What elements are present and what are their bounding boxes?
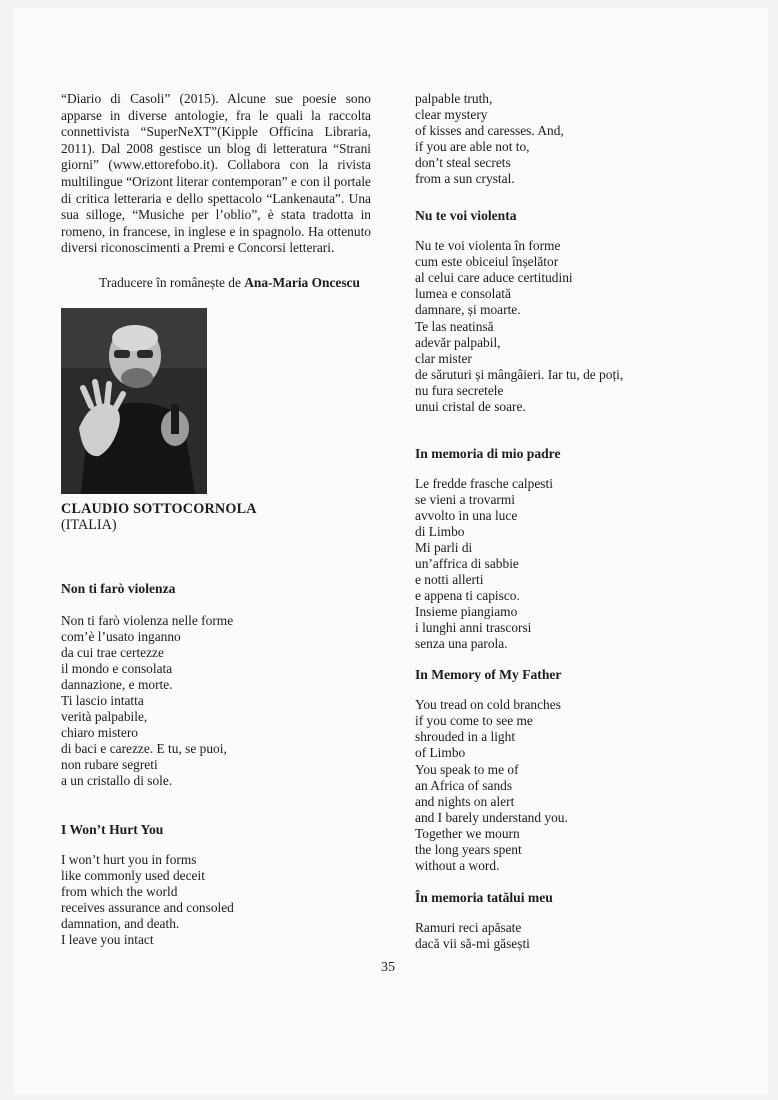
poem-line: receives assurance and consoled xyxy=(61,900,234,916)
poem-body xyxy=(61,613,371,790)
poem-line: Insieme piangiamo xyxy=(415,604,518,620)
poem-continuation xyxy=(415,91,745,187)
page-number: 35 xyxy=(381,960,395,975)
poem-line: a un cristallo di sole. xyxy=(61,773,173,788)
poem-line: damnation, and death. xyxy=(61,916,180,932)
poem-line: clear mystery xyxy=(415,107,488,123)
poem-body xyxy=(415,238,745,415)
poem-line: Le fredde frasche calpesti xyxy=(415,475,553,491)
author-photo xyxy=(61,308,207,494)
poem-line: Non ti farò violenza nelle forme xyxy=(61,612,234,628)
poem-line: if you are able not to, xyxy=(415,139,530,155)
poem-line: and I barely understand you. xyxy=(415,809,568,825)
poem-line: com’è l’usato inganno xyxy=(61,628,181,644)
poem-line: di Limbo xyxy=(415,523,465,539)
author-country: (ITALIA) xyxy=(61,517,117,534)
poem-line: se vieni a trovarmi xyxy=(415,491,516,507)
poem-line: avvolto in una luce xyxy=(415,507,518,523)
poem-line: shrouded in a light xyxy=(415,729,516,745)
left-column xyxy=(61,91,371,948)
poem-line: Ti lascio intatta xyxy=(61,692,144,708)
poem-line: nu fura secretele xyxy=(415,382,504,398)
poem-line: the long years spent xyxy=(415,841,522,857)
translator-name: Ana-Maria Oncescu xyxy=(244,274,360,290)
poem-line: and nights on alert xyxy=(415,793,515,809)
poem-line: I won’t hurt you in forms xyxy=(61,852,197,868)
intro-paragraph: “Diario di Casoli” (2015). Alcune sue poesie sono apparse in diverse antologie, fra le quali la raccolta connettivista “SuperNeXT”(Kipple Officina Libraria, 2011). Dal 2008 gestisce un blog di letteratura “Strani giorni” (www.ettorefobo.it). Collabora con la rivista multilingue “Orizont literar contemporan” e con il portale di critica letteraria e dello spettacolo “Lankenauta”. Una sua silloge, “Musiche per l’oblio”, è stata tradotta in romeno, in francese, in inglese e in spagnolo. Ha ottenuto diversi riconoscimenti a Premi e Concorsi letterari. xyxy=(61,91,371,256)
poem-line: i lunghi anni trascorsi xyxy=(415,620,532,636)
poem-title: Nu te voi violenta xyxy=(415,208,517,224)
poem-line: unui cristal de soare. xyxy=(415,398,526,414)
poem-line: Mi parli di xyxy=(415,539,473,555)
author-name: CLAUDIO SOTTOCORNOLA xyxy=(61,500,257,517)
poem-line: from a sun crystal. xyxy=(415,171,515,187)
poem-line: senza una parola. xyxy=(415,636,508,652)
poem-line: Together we mourn xyxy=(415,825,520,841)
poem-non-ti-faro-violenza xyxy=(61,580,371,790)
poem-line: Ramuri reci apăsate xyxy=(415,919,522,935)
poem-in-memoria-tatalui-meu xyxy=(415,889,745,952)
poem-body xyxy=(415,697,745,874)
poem-line: clar mister xyxy=(415,350,472,366)
poem-line: if you come to see me xyxy=(415,713,533,729)
poem-title: Non ti farò violenza xyxy=(61,580,176,596)
poem-line: cum este obiceiul înșelător xyxy=(415,254,559,270)
poem-line: You tread on cold branches xyxy=(415,697,561,713)
poem-line: don’t steal secrets xyxy=(415,155,511,171)
credit-prefix: Traducere în românește de xyxy=(99,274,245,290)
poem-title: I Won’t Hurt You xyxy=(61,822,164,838)
poem-line: of Limbo xyxy=(415,745,466,761)
poem-line: adevăr palpabil, xyxy=(415,334,501,350)
poem-line: I leave you intact xyxy=(61,932,154,948)
poem-line: al celui care aduce certitudini xyxy=(415,270,573,286)
poem-line: lumea e consolată xyxy=(415,286,511,302)
poem-line: You speak to me of xyxy=(415,761,519,777)
poem-line: e notti allerti xyxy=(415,572,484,588)
poem-line: without a word. xyxy=(415,857,500,873)
poem-line: di baci e carezze. E tu, se puoi, xyxy=(61,740,227,756)
poem-line: dannazione, e morte. xyxy=(61,676,173,692)
poem-line: palpable truth, xyxy=(415,91,493,106)
poem-line: chiaro mistero xyxy=(61,724,138,740)
poem-in-memoria-di-mio-padre xyxy=(415,445,745,653)
translation-credit xyxy=(99,275,371,292)
poem-line: de săruturi și mângâieri. Iar tu, de poți, xyxy=(415,366,624,382)
poem-line: an Africa of sands xyxy=(415,777,513,793)
poem-title: În memoria tatălui meu xyxy=(415,889,553,905)
poem-nu-te-voi-violenta xyxy=(415,207,745,415)
poem-in-memory-of-my-father xyxy=(415,666,745,874)
poem-body xyxy=(415,476,745,653)
poem-line: il mondo e consolata xyxy=(61,660,173,676)
poem-line: verità palpabile, xyxy=(61,708,148,724)
poem-i-wont-hurt-you xyxy=(61,821,371,948)
poem-body xyxy=(61,852,371,948)
poem-line: Te las neatinsă xyxy=(415,318,494,334)
poem-line: of kisses and caresses. And, xyxy=(415,123,564,139)
poem-line: non rubare segreti xyxy=(61,756,158,772)
right-column xyxy=(415,91,745,952)
poem-title: In Memory of My Father xyxy=(415,667,562,683)
poem-line: e appena ti capisco. xyxy=(415,588,520,604)
poem-title: In memoria di mio padre xyxy=(415,445,561,461)
poem-line: damnare, și moarte. xyxy=(415,302,521,318)
poem-line: like commonly used deceit xyxy=(61,868,205,884)
poem-line: from which the world xyxy=(61,884,178,900)
poem-line: un’affrica di sabbie xyxy=(415,556,519,572)
poem-body xyxy=(415,920,745,952)
poem-line: dacă vii să-mi găsești xyxy=(415,935,530,951)
poem-line: Nu te voi violenta în forme xyxy=(415,238,561,254)
poem-line: da cui trae certezze xyxy=(61,644,164,660)
